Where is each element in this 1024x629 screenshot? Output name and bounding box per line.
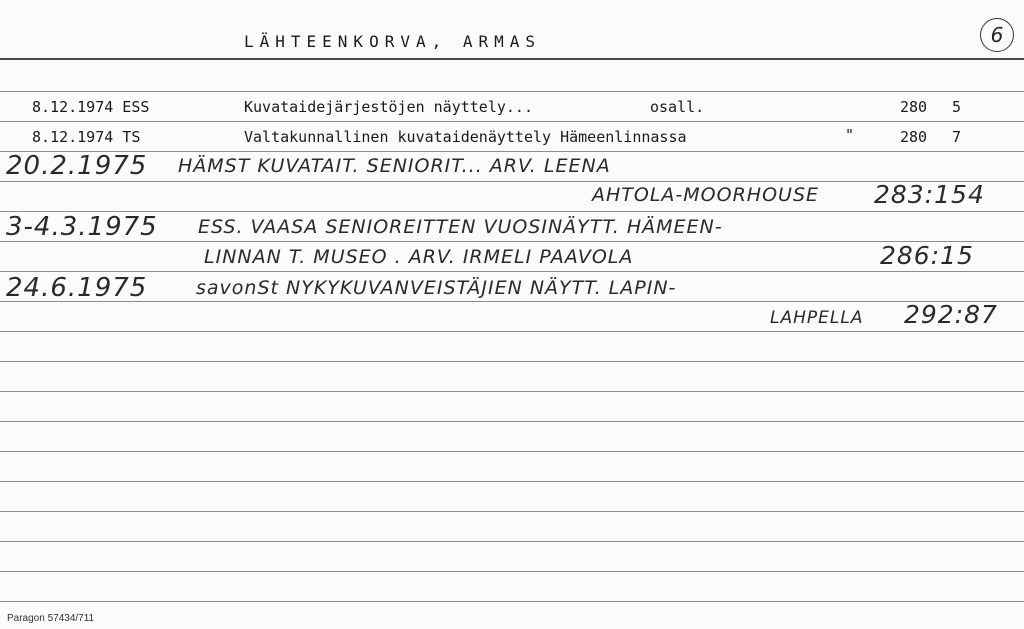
handwritten-text: LAHPELLA xyxy=(770,308,864,328)
entry-page: 280 xyxy=(900,128,928,146)
header-rule xyxy=(0,58,1024,60)
ruled-line xyxy=(0,121,1024,122)
entry-date: 8.12.1974 TS xyxy=(32,128,141,146)
entry-description: Kuvataidejärjestöjen näyttely... xyxy=(244,98,533,116)
ruled-line xyxy=(0,571,1024,572)
ruled-line xyxy=(0,541,1024,542)
ruled-line xyxy=(0,391,1024,392)
handwritten-date: 3-4.3.1975 xyxy=(6,212,158,242)
handwritten-ref: 292:87 xyxy=(904,300,998,329)
handwritten-ref: 286:15 xyxy=(880,241,974,270)
card-number-circle: 6 xyxy=(980,18,1014,52)
handwritten-text: LINNAN T. MUSEO . ARV. IRMELI PAAVOLA xyxy=(204,246,634,268)
ruled-line xyxy=(0,151,1024,152)
ruled-line xyxy=(0,271,1024,272)
handwritten-date: 20.2.1975 xyxy=(6,151,148,181)
ruled-line xyxy=(0,511,1024,512)
ruled-line xyxy=(0,91,1024,92)
ruled-line xyxy=(0,481,1024,482)
ruled-line xyxy=(0,421,1024,422)
entry-note: osall. xyxy=(650,98,705,116)
entry-item: 5 xyxy=(952,98,962,116)
entry-note: " xyxy=(845,126,855,144)
ruled-line xyxy=(0,181,1024,182)
entry-item: 7 xyxy=(952,128,962,146)
handwritten-ref: 283:154 xyxy=(874,180,985,209)
printer-mark: Paragon 57434/711 xyxy=(7,613,95,624)
ruled-line xyxy=(0,451,1024,452)
ruled-line xyxy=(0,301,1024,302)
handwritten-text: HÄMST KUVATAIT. SENIORIT... ARV. LEENA xyxy=(178,155,611,177)
handwritten-text: ESS. VAASA SENIOREITTEN VUOSINÄYTT. HÄMEEN- xyxy=(198,216,723,238)
ruled-line xyxy=(0,601,1024,602)
card-title: LÄHTEENKORVA, ARMAS xyxy=(244,32,542,51)
entry-date: 8.12.1974 ESS xyxy=(32,98,150,116)
handwritten-date: 24.6.1975 xyxy=(6,273,148,303)
handwritten-text: AHTOLA-MOORHOUSE xyxy=(592,184,820,206)
entry-page: 280 xyxy=(900,98,928,116)
handwritten-text: savonSt NYKYKUVANVEISTÄJIEN NÄYTT. LAPIN- xyxy=(196,277,677,299)
ruled-line xyxy=(0,331,1024,332)
ruled-line xyxy=(0,361,1024,362)
entry-description: Valtakunnallinen kuvataidenäyttely Hämeenlinnassa xyxy=(244,128,687,146)
